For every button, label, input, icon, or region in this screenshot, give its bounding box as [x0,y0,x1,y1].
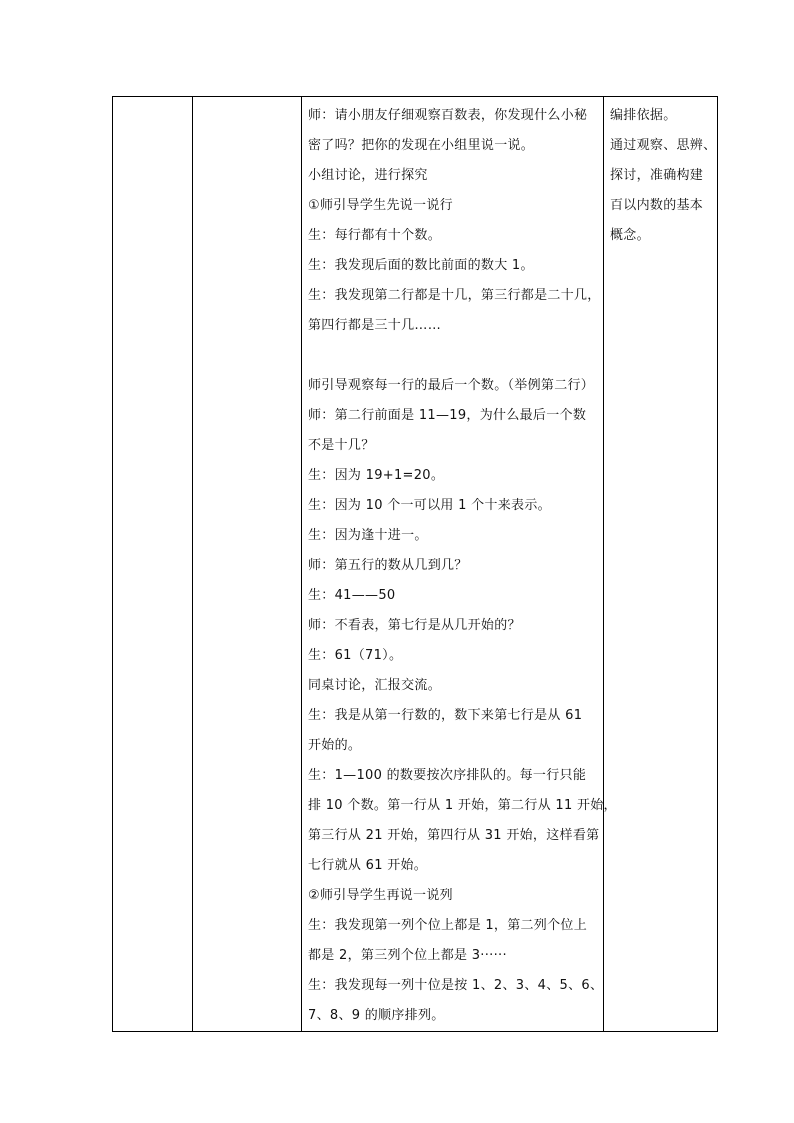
text-line: 第四行都是三十几…… [308,318,441,333]
text-line: 生：每行都有十个数。 [308,228,442,243]
lesson-plan-table [112,96,718,1032]
text-line: 生：因为 10 个一可以用 1 个十来表示。 [308,498,551,513]
text-line: 生：因为逢十进一。 [308,528,428,543]
text-line: 探讨，准确构建 [610,168,704,183]
text-line: 七行就从 61 开始。 [308,858,428,873]
text-line: 师：不看表，第七行是从几开始的？ [308,618,521,633]
text-line: 生：我是从第一行数的，数下来第七行是从 61 [308,708,583,723]
table-row [113,97,718,1032]
teaching-process-cell [302,97,617,1032]
text-line: 生：我发现第二行都是十几，第三行都是二十几， [308,288,601,303]
text-line: 小组讨论，进行探究 [308,168,428,183]
text-line: 7、8、9 的顺序排列。 [308,1008,445,1023]
empty-cell-column-2 [193,97,302,1032]
text-line: 师：第二行前面是 11—19，为什么最后一个数 [308,408,587,423]
text-line: 生：我发现每一列十位是按 1、2、3、4、5、6、 [308,978,604,993]
text-line: ①师引导学生先说一说行 [308,198,453,213]
text-line: 开始的。 [308,738,362,753]
text-line: 都是 2，第三列个位上都是 3······ [308,948,507,963]
text-line: 生：我发现后面的数比前面的数大 1。 [308,258,534,273]
text-line: 通过观察、思辨、 [610,138,717,153]
text-line: 不是十几？ [308,438,375,453]
text-line: 生：41——50 [308,588,396,603]
text-line: 百以内数的基本 [610,198,704,213]
design-intent-cell [604,97,718,1032]
text-line: 生：1—100 的数要按次序排队的。每一行只能 [308,768,587,783]
text-line: 生：我发现第一列个位上都是 1，第二列个位上 [308,918,588,933]
text-line: 生：61（71）。 [308,648,403,663]
text-line: 概念。 [610,228,650,243]
blank-line [308,341,599,371]
design-intent-text [604,97,717,251]
text-line: 排 10 个数。第一行从 1 开始，第二行从 11 开始， [308,798,617,813]
text-line: 师：请小朋友仔细观察百数表，你发现什么小秘 [308,108,588,123]
text-line: 第三行从 21 开始，第四行从 31 开始，这样看第 [308,828,600,843]
text-line: 同桌讨论，汇报交流。 [308,678,442,693]
text-line: 生：因为 19+1=20。 [308,468,445,483]
text-line: 密了吗？把你的发现在小组里说一说。 [308,138,535,153]
text-line: 师引导观察每一行的最后一个数。（举例第二行） [308,378,595,393]
teaching-process-text [302,97,617,1031]
text-line: ②师引导学生再说一说列 [308,888,453,903]
empty-cell-column-1 [113,97,193,1032]
text-line: 编排依据。 [610,108,677,123]
text-line: 师：第五行的数从几到几？ [308,558,468,573]
